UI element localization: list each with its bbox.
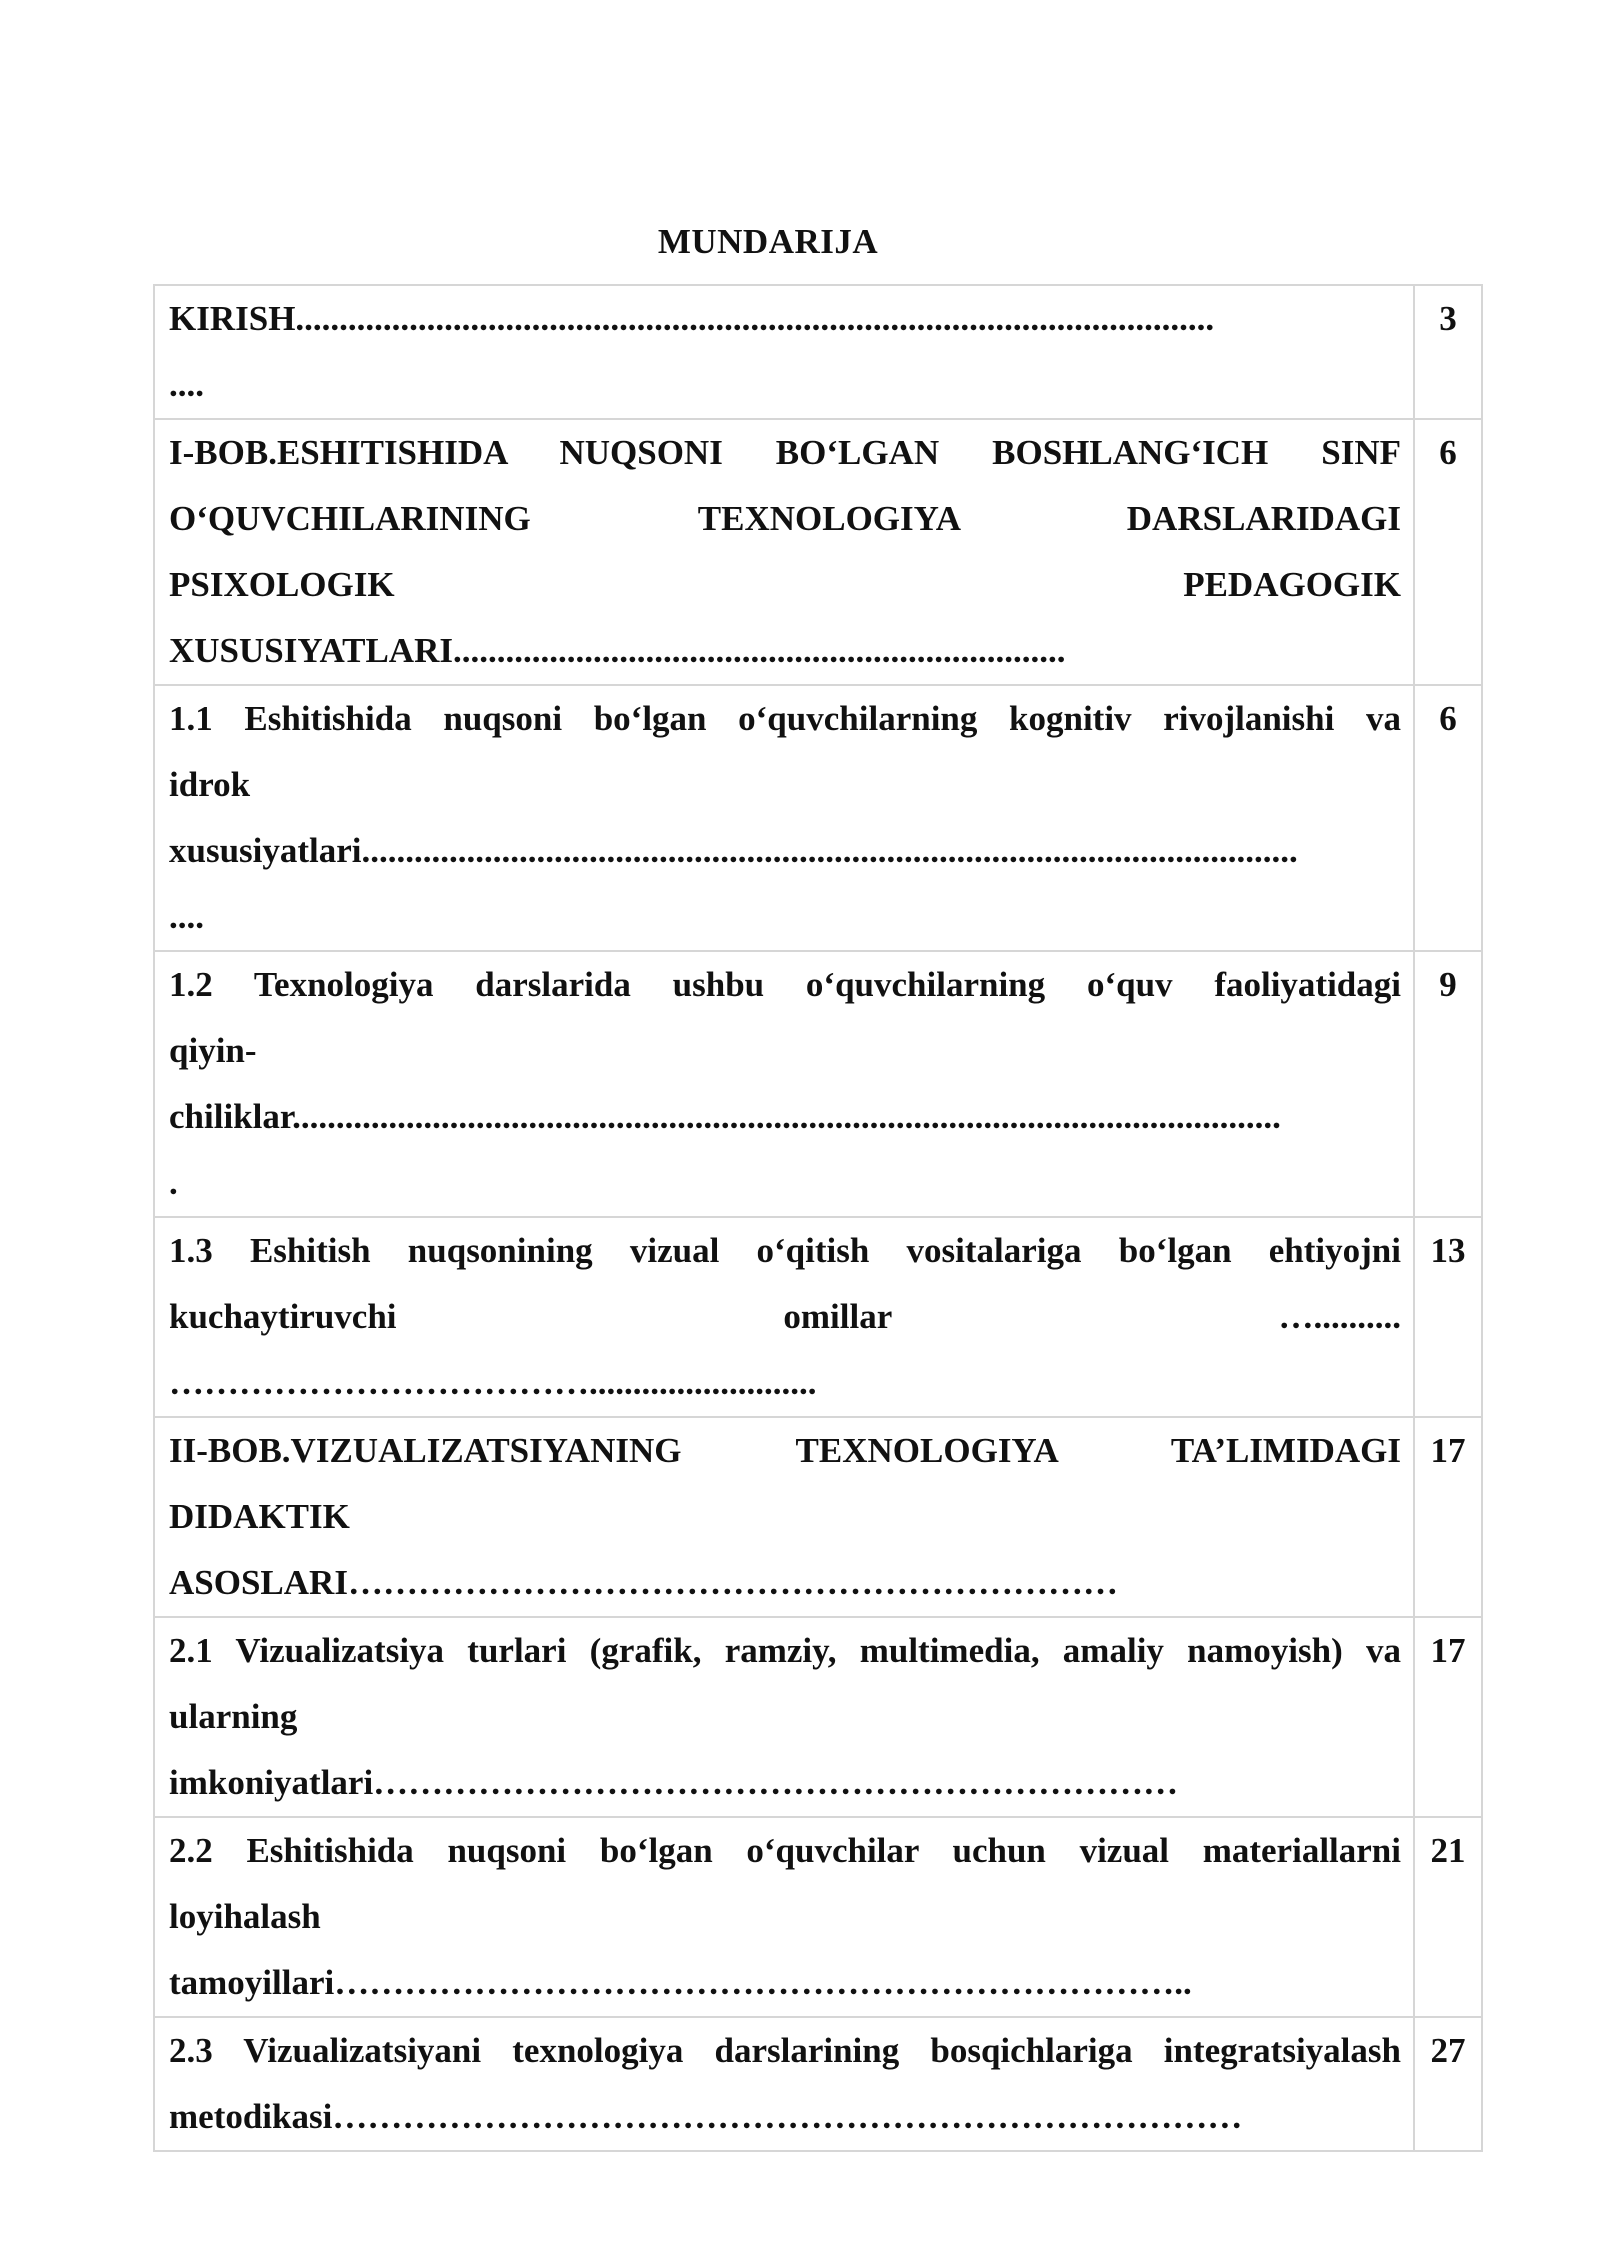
- toc-line: 2.1 Vizualizatsiya turlari (grafik, ramziy, multimedia, amaliy namoyish) va: [169, 1631, 1401, 1670]
- toc-page-number: 6: [1414, 419, 1482, 685]
- toc-row: [154, 951, 1482, 1217]
- toc-line: tamoyillari………………………………………………………………..: [169, 1963, 1192, 2002]
- toc-entry-text: [154, 2017, 1414, 2151]
- toc-row: [154, 1817, 1482, 2017]
- toc-row: [154, 1617, 1482, 1817]
- toc-line: chiliklar.................................................................................................................: [169, 1097, 1281, 1136]
- toc-page-number: 21: [1414, 1817, 1482, 2017]
- toc-row: [154, 685, 1482, 951]
- page-title: MUNDARIJA: [657, 222, 879, 261]
- toc-line: II-BOB.VIZUALIZATSIYANING TEXNOLOGIYA TA’LIMIDAGI: [169, 1431, 1401, 1470]
- toc-line: imkoniyatlari……………………………………………………………: [169, 1763, 1179, 1802]
- toc-page-number: 9: [1414, 951, 1482, 1217]
- toc-line: idrok: [169, 765, 251, 804]
- toc-page-number: 3: [1414, 285, 1482, 419]
- table-of-contents: [153, 284, 1483, 2152]
- toc-line: .: [169, 1163, 178, 1202]
- toc-line: qiyin-: [169, 1031, 257, 1070]
- toc-line: metodikasi……………………………………………………………………: [169, 2097, 1243, 2136]
- toc-line: O‘QUVCHILARINING TEXNOLOGIYA DARSLARIDAGI: [169, 499, 1401, 538]
- toc-entry-text: [154, 419, 1414, 685]
- toc-entry-text: [154, 951, 1414, 1217]
- toc-page-number: 6: [1414, 685, 1482, 951]
- toc-line: KIRISH.........................................................................................................: [169, 299, 1215, 338]
- toc-entry-text: [154, 685, 1414, 951]
- toc-line: kuchaytiruvchi omillar …..........: [169, 1297, 1401, 1336]
- toc-row: [154, 419, 1482, 685]
- toc-page-number: 27: [1414, 2017, 1482, 2151]
- toc-page-number: 17: [1414, 1417, 1482, 1617]
- toc-line: loyihalash: [169, 1897, 321, 1936]
- toc-line: 1.1 Eshitishida nuqsoni bo‘lgan o‘quvchilarning kognitiv rivojlanishi va: [169, 699, 1401, 738]
- toc-line: 2.2 Eshitishida nuqsoni bo‘lgan o‘quvchilar uchun vizual materiallarni: [169, 1831, 1401, 1870]
- toc-line: ularning: [169, 1697, 298, 1736]
- toc-line: DIDAKTIK: [169, 1497, 350, 1536]
- toc-page-number: 17: [1414, 1617, 1482, 1817]
- toc-entry-text: [154, 1617, 1414, 1817]
- toc-line: XUSUSIYATLARI......................................................................: [169, 631, 1066, 670]
- toc-page-number: 13: [1414, 1217, 1482, 1417]
- toc-entry-text: [154, 1817, 1414, 2017]
- toc-line: xususiyatlari...........................................................................................................: [169, 831, 1298, 870]
- toc-entry-text: [154, 1417, 1414, 1617]
- toc-entry-text: [154, 285, 1414, 419]
- toc-line: 2.3 Vizualizatsiyani texnologiya darslarining bosqichlariga integratsiyalash: [169, 2031, 1401, 2070]
- toc-row: [154, 1417, 1482, 1617]
- toc-line: I-BOB.ESHITISHIDA NUQSONI BO‘LGAN BOSHLANG‘ICH SINF: [169, 433, 1401, 472]
- toc-line: 1.2 Texnologiya darslarida ushbu o‘quvchilarning o‘quv faoliyatidagi: [169, 965, 1401, 1004]
- toc-line: PSIXOLOGIK PEDAGOGIK: [169, 565, 1401, 604]
- toc-row: [154, 2017, 1482, 2151]
- toc-entry-text: [154, 1217, 1414, 1417]
- toc-line: ....: [169, 365, 204, 404]
- toc-line: ………………………………..........................: [169, 1363, 817, 1402]
- toc-row: [154, 1217, 1482, 1417]
- toc-row: [154, 285, 1482, 419]
- toc-line: ....: [169, 897, 204, 936]
- toc-line: ASOSLARI…………………………………………………………: [169, 1563, 1118, 1602]
- toc-line: 1.3 Eshitish nuqsonining vizual o‘qitish vositalariga bo‘lgan ehtiyojni: [169, 1231, 1401, 1270]
